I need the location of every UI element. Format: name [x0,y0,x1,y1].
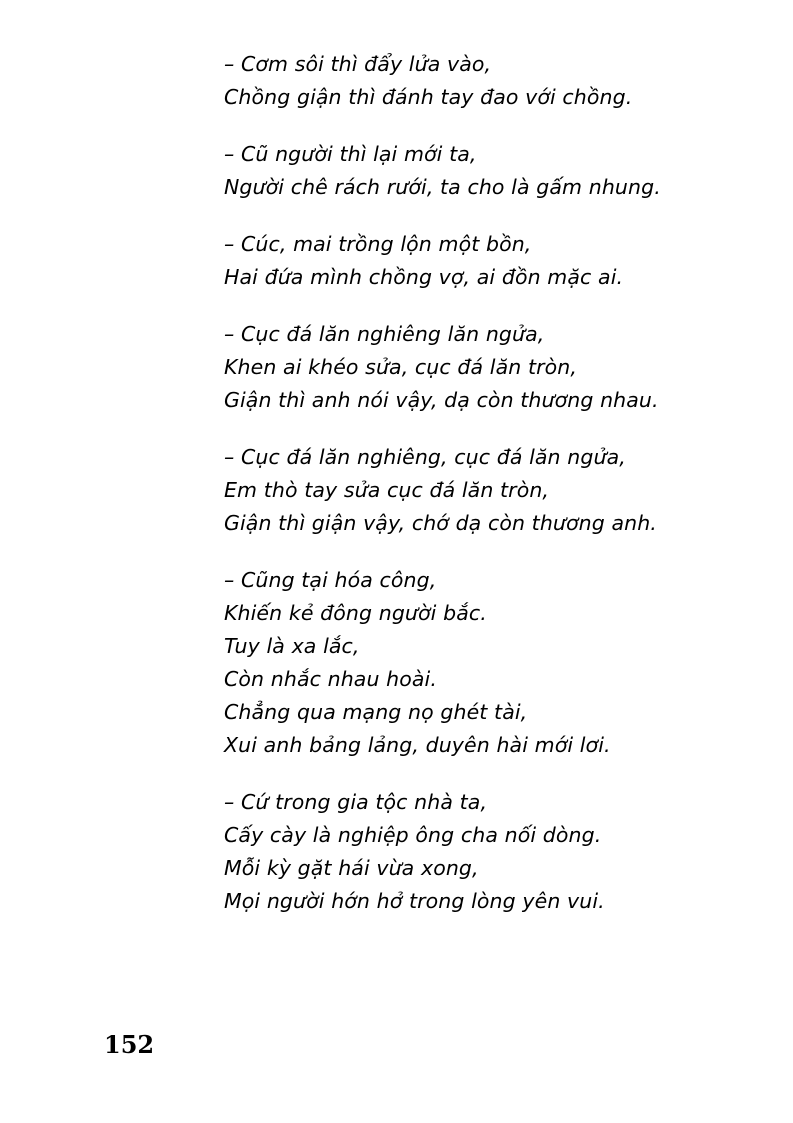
stanza [224,441,744,540]
poem-line: Hai đứa mình chồng vợ, ai đồn mặc ai. [224,265,624,289]
poem-line: Giận thì anh nói vậy, dạ còn thương nhau. [224,388,659,412]
poem-line: Giận thì giận vậy, chớ dạ còn thương anh. [224,511,657,535]
poem-line: Khiến kẻ đông người bắc. [224,601,487,625]
stanza [224,228,744,294]
poem-line: – Cúc, mai trồng lộn một bồn, [224,232,532,256]
poem-line: Cấy cày là nghiệp ông cha nối dòng. [224,823,602,847]
poem-line: Chồng giận thì đánh tay đao với chồng. [224,85,633,109]
stanza [224,48,744,114]
stanza [224,318,744,417]
poem-line: – Cục đá lăn nghiêng lăn ngửa, [224,322,545,346]
poem-line: Khen ai khéo sửa, cục đá lăn tròn, [224,355,577,379]
poem-line: Xui anh bảng lảng, duyên hài mới lơi. [224,733,611,757]
poem-line: – Cứ trong gia tộc nhà ta, [224,790,488,814]
stanza [224,786,744,918]
poem-line: Chẳng qua mạng nọ ghét tài, [224,700,528,724]
poem-line: – Cục đá lăn nghiêng, cục đá lăn ngửa, [224,445,626,469]
poem-body [224,48,744,918]
poem-line: Mỗi kỳ gặt hái vừa xong, [224,856,479,880]
stanza [224,138,744,204]
poem-line: – Cơm sôi thì đẩy lửa vào, [224,52,492,76]
poem-line: Tuy là xa lắc, [224,634,360,658]
page-number: 152 [104,1030,155,1059]
poem-line: Em thò tay sửa cục đá lăn tròn, [224,478,550,502]
poem-line: Mọi người hớn hở trong lòng yên vui. [224,889,605,913]
poem-line: – Cũ người thì lại mới ta, [224,142,477,166]
poem-line: – Cũng tại hóa công, [224,568,437,592]
poem-line: Còn nhắc nhau hoài. [224,667,437,691]
stanza [224,564,744,762]
poem-line: Người chê rách rưới, ta cho là gấm nhung. [224,175,661,199]
